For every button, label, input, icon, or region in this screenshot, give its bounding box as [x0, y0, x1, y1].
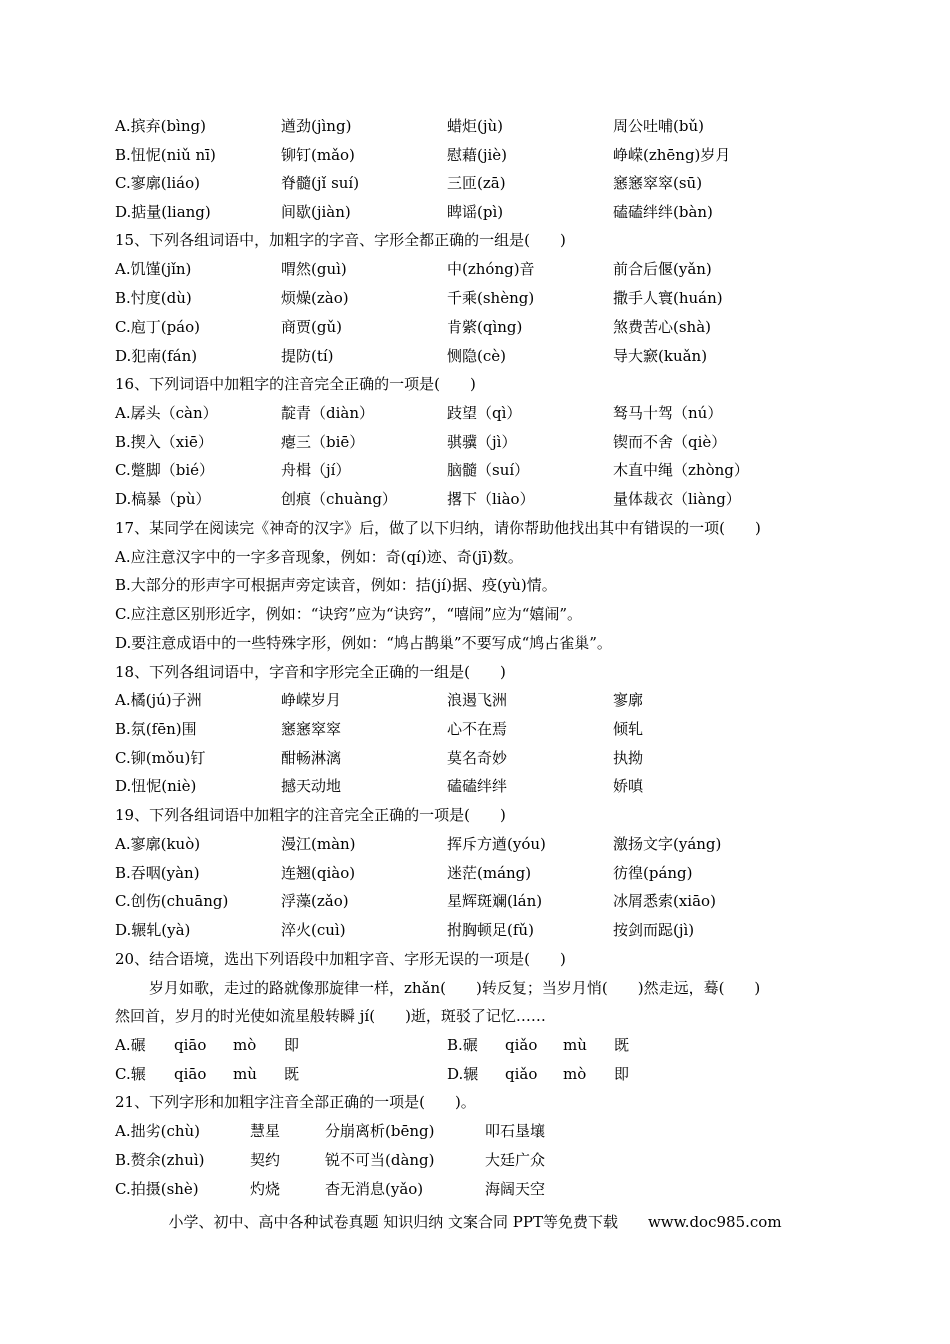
option-cell: 分崩离析(bēng)	[325, 1122, 435, 1140]
q19-option-d	[0, 918, 950, 942]
q18-option-a	[0, 688, 950, 712]
option-pinyin: qiāo	[174, 1036, 207, 1054]
option-cell: 木直中绳（zhòng）	[613, 461, 749, 479]
option-cell: D.掂量(liang)	[115, 203, 211, 221]
option-cell: 靛青（diàn）	[281, 404, 375, 422]
option-text: B.大部分的形声字可根据声旁定读音，例如：拮(jí)据、疫(yù)情。	[115, 576, 557, 594]
option-cell: A.摈弃(bìng)	[115, 117, 206, 135]
option-char: 即	[284, 1036, 300, 1054]
option-cell: 迷茫(máng)	[447, 864, 532, 882]
option-cell: 灼烧	[250, 1180, 281, 1198]
option-pinyin: mò	[233, 1036, 257, 1054]
option-cell: 星辉斑斓(lán)	[447, 892, 543, 910]
option-cell: B.揳入（xiē）	[115, 433, 213, 451]
option-cell: 浪遏飞洲	[447, 691, 508, 709]
option-pinyin: mù	[563, 1036, 587, 1054]
option-cell: 撂下（liào）	[447, 490, 535, 508]
option-cell: 骐骥（jì）	[447, 433, 517, 451]
q21-option-c	[0, 1177, 950, 1201]
q14-option-b	[0, 143, 950, 167]
q17-option-c	[0, 602, 950, 626]
q19-stem	[0, 803, 950, 827]
option-cell: 商贾(gǔ)	[281, 318, 342, 336]
option-char: B.碾	[447, 1036, 478, 1054]
option-cell: C.蹩脚（bié）	[115, 461, 214, 479]
question-stem: 16、下列词语中加粗字的注音完全正确的一项是( )	[115, 375, 476, 393]
option-cell: B.氛(fēn)围	[115, 720, 197, 738]
option-cell: 寥廓	[613, 691, 644, 709]
option-char: D.辗	[447, 1065, 479, 1083]
option-cell: A.寥廓(kuò)	[115, 835, 201, 853]
option-text: C.应注意区别形近字，例如：“诀窍”应为“诀窍”，“嘻闹”应为“嬉闹”。	[115, 605, 583, 623]
q14-option-d	[0, 200, 950, 224]
q18-option-c	[0, 746, 950, 770]
option-cell: 舟楫（jí）	[281, 461, 351, 479]
option-cell: 峥嵘岁月	[281, 691, 342, 709]
option-cell: 三匝(zā)	[447, 174, 506, 192]
question-stem: 21、下列字形和加粗字注音全部正确的一项是( )。	[115, 1093, 476, 1111]
option-cell: B.赘余(zhuì)	[115, 1151, 205, 1169]
option-cell: 烦燥(zào)	[281, 289, 349, 307]
question-stem: 19、下列各组词语中加粗字的注音完全正确的一项是( )	[115, 806, 506, 824]
option-cell: 慧星	[250, 1122, 281, 1140]
option-cell: B.吞咽(yàn)	[115, 864, 200, 882]
option-cell: 冰屑悉索(xiāo)	[613, 892, 716, 910]
option-cell: A.拙劣(chù)	[115, 1122, 201, 1140]
q16-option-d	[0, 487, 950, 511]
option-cell: 窸窸窣窣(sū)	[613, 174, 703, 192]
q21-option-a	[0, 1119, 950, 1143]
option-cell: 锐不可当(dàng)	[325, 1151, 435, 1169]
option-cell: 峥嵘(zhēng)岁月	[613, 146, 731, 164]
option-pinyin: mù	[233, 1065, 257, 1083]
option-cell: 驽马十驾（nú）	[613, 404, 723, 422]
option-cell: 挥斥方遒(yóu)	[447, 835, 546, 853]
option-cell: 恻隐(cè)	[447, 347, 506, 365]
option-cell: 锲而不舍（qiè）	[613, 433, 727, 451]
q20-stem	[0, 947, 950, 971]
option-cell: 杳无消息(yǎo)	[325, 1180, 424, 1198]
passage-text: 然回首，岁月的时光使如流星般转瞬 jí( )逝，斑驳了记忆……	[115, 1007, 546, 1025]
option-cell: 海阔天空	[485, 1180, 546, 1198]
option-cell: 撼天动地	[281, 777, 342, 795]
option-cell: 肯綮(qìng)	[447, 318, 523, 336]
option-cell: 淬火(cuì)	[281, 921, 346, 939]
option-cell: 拊胸顿足(fǔ)	[447, 921, 534, 939]
option-char: C.辗	[115, 1065, 146, 1083]
option-char: 既	[614, 1036, 630, 1054]
option-cell: 莫名奇妙	[447, 749, 508, 767]
option-text: D.要注意成语中的一些特殊字形，例如：“鸠占鹊巢”不要写成“鸠占雀巢”。	[115, 634, 612, 652]
q17-option-d	[0, 631, 950, 655]
q18-option-d	[0, 774, 950, 798]
q20-passage-line-1	[0, 976, 950, 1000]
option-cell: 连翘(qiào)	[281, 864, 356, 882]
option-cell: 契约	[250, 1151, 281, 1169]
q20-options-cd	[0, 1062, 950, 1086]
option-cell: 娇嗔	[613, 777, 644, 795]
option-cell: 漫江(màn)	[281, 835, 356, 853]
option-char: 即	[614, 1065, 630, 1083]
option-cell: 倾轧	[613, 720, 644, 738]
option-cell: B.忸怩(niǔ nī)	[115, 146, 216, 164]
q16-option-b	[0, 430, 950, 454]
option-cell: 中(zhóng)音	[447, 260, 535, 278]
q19-option-a	[0, 832, 950, 856]
q20-options-ab	[0, 1033, 950, 1057]
option-pinyin: qiǎo	[505, 1036, 538, 1054]
q16-option-a	[0, 401, 950, 425]
question-stem: 18、下列各组词语中，字音和字形完全正确的一组是( )	[115, 663, 506, 681]
q21-stem	[0, 1090, 950, 1114]
q16-option-c	[0, 458, 950, 482]
option-text: A.应注意汉字中的一字多音现象，例如：奇(qí)迹、奇(jī)数。	[115, 548, 523, 566]
option-cell: 创痕（chuàng）	[281, 490, 397, 508]
option-cell: 千乘(shèng)	[447, 289, 535, 307]
option-cell: 前合后偃(yǎn)	[613, 260, 712, 278]
option-pinyin: mò	[563, 1065, 587, 1083]
option-cell: 脑髓（suí）	[447, 461, 530, 479]
option-cell: 磕磕绊绊	[447, 777, 508, 795]
page-footer: 小学、初中、高中各种试卷真题 知识归纳 文案合同 PPT等免费下载 www.doc985.com	[168, 1213, 782, 1231]
option-cell: 叩石垦壤	[485, 1122, 546, 1140]
option-cell: 间歇(jiàn)	[281, 203, 351, 221]
option-cell: C.庖丁(páo)	[115, 318, 200, 336]
option-cell: D.忸怩(niè)	[115, 777, 197, 795]
q21-option-b	[0, 1148, 950, 1172]
option-cell: 脊髓(jǐ suí)	[281, 174, 360, 192]
option-cell: D.犯南(fán)	[115, 347, 198, 365]
option-cell: A.饥馑(jǐn)	[115, 260, 192, 278]
option-cell: 煞费苦心(shà)	[613, 318, 712, 336]
q14-option-a	[0, 114, 950, 138]
option-cell: 喟然(guì)	[281, 260, 347, 278]
option-cell: 提防(tí)	[281, 347, 334, 365]
option-cell: C.铆(mǒu)钉	[115, 749, 206, 767]
option-cell: 执拗	[613, 749, 644, 767]
option-cell: 慰藉(jiè)	[447, 146, 508, 164]
question-stem: 17、某同学在阅读完《神奇的汉字》后，做了以下归纳，请你帮助他找出其中有错误的一项( )	[115, 519, 761, 537]
q15-option-d	[0, 344, 950, 368]
q15-option-b	[0, 286, 950, 310]
option-cell: D.辗轧(yà)	[115, 921, 191, 939]
option-cell: 瘪三（biē）	[281, 433, 365, 451]
q14-option-c	[0, 171, 950, 195]
option-cell: 浮藻(zǎo)	[281, 892, 349, 910]
option-cell: 酣畅淋漓	[281, 749, 342, 767]
q17-option-a	[0, 545, 950, 569]
option-cell: C.创伤(chuāng)	[115, 892, 229, 910]
question-stem: 20、结合语境，选出下列语段中加粗字音、字形无误的一项是( )	[115, 950, 566, 968]
option-pinyin: qiāo	[174, 1065, 207, 1083]
option-pinyin: qiǎo	[505, 1065, 538, 1083]
option-cell: B.忖度(dù)	[115, 289, 192, 307]
q18-option-b	[0, 717, 950, 741]
option-cell: 心不在焉	[447, 720, 508, 738]
option-cell: 遒劲(jìng)	[281, 117, 352, 135]
option-char: 既	[284, 1065, 300, 1083]
option-cell: 撒手人寰(huán)	[613, 289, 723, 307]
option-cell: 彷徨(páng)	[613, 864, 693, 882]
option-cell: 按剑而跽(jì)	[613, 921, 695, 939]
q17-stem	[0, 516, 950, 540]
q15-option-c	[0, 315, 950, 339]
q17-option-b	[0, 573, 950, 597]
option-cell: 量体裁衣（liàng）	[613, 490, 741, 508]
option-char: A.碾	[115, 1036, 146, 1054]
option-cell: 铆钉(mǎo)	[281, 146, 355, 164]
option-cell: 跂望（qì）	[447, 404, 522, 422]
passage-text: 岁月如歌，走过的路就像那旋律一样，zhǎn( )转反复；当岁月悄( )然走远，蓦( )	[149, 979, 761, 997]
option-cell: 睥谣(pì)	[447, 203, 504, 221]
option-cell: C.寥廓(liáo)	[115, 174, 200, 192]
q20-passage-line-2	[0, 1004, 950, 1028]
question-stem: 15、下列各组词语中，加粗字的字音、字形全都正确的一组是( )	[115, 231, 566, 249]
option-cell: 大廷广众	[485, 1151, 546, 1169]
q18-stem	[0, 660, 950, 684]
q16-stem	[0, 372, 950, 396]
q15-option-a	[0, 257, 950, 281]
option-cell: 窸窸窣窣	[281, 720, 342, 738]
option-cell: 蜡炬(jù)	[447, 117, 504, 135]
option-cell: 磕磕绊绊(bàn)	[613, 203, 713, 221]
option-cell: 导大窾(kuǎn)	[613, 347, 708, 365]
q19-option-b	[0, 861, 950, 885]
option-cell: D.槁暴（pù）	[115, 490, 211, 508]
q15-stem	[0, 228, 950, 252]
option-cell: A.橘(jú)子洲	[115, 691, 202, 709]
q19-option-c	[0, 889, 950, 913]
option-cell: C.拍摄(shè)	[115, 1180, 199, 1198]
option-cell: 激扬文字(yáng)	[613, 835, 722, 853]
option-cell: 周公吐哺(bǔ)	[613, 117, 704, 135]
option-cell: A.孱头（càn）	[115, 404, 218, 422]
